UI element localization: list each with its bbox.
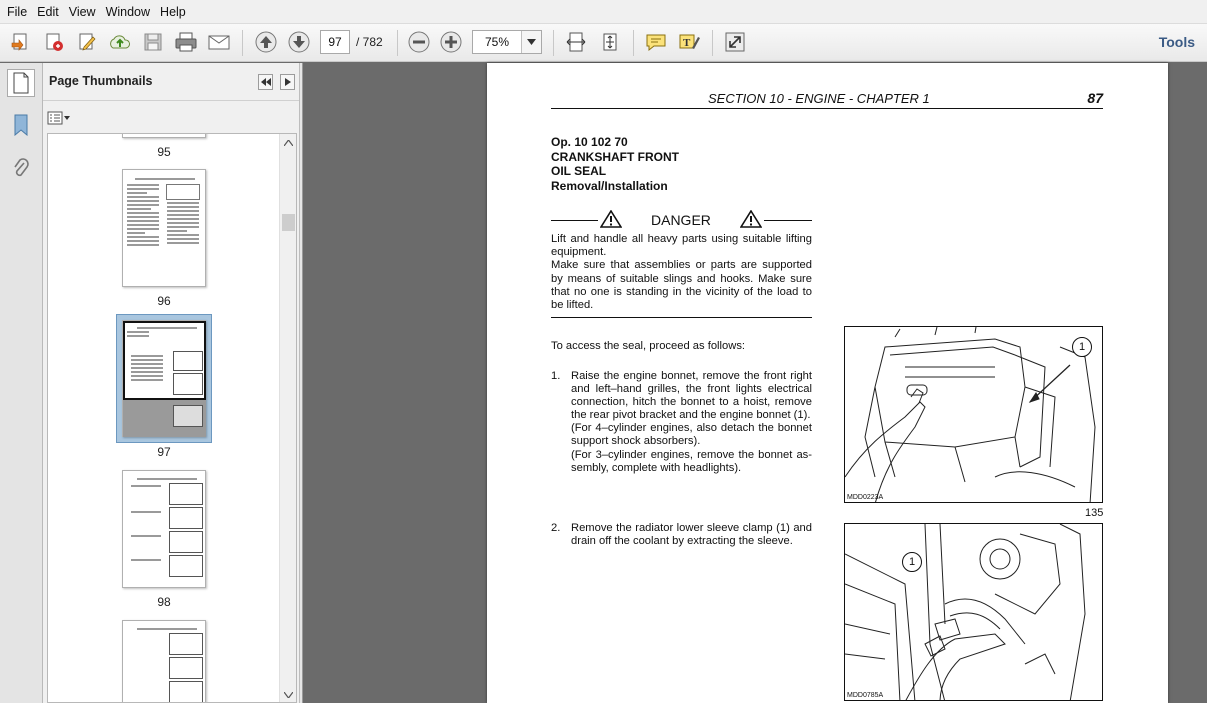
step-2 (551, 522, 812, 548)
page-thumbnails-icon[interactable] (7, 69, 35, 97)
next-page-icon[interactable] (286, 29, 312, 55)
document-page (487, 63, 1168, 703)
figure-code: MDD0223A (847, 494, 884, 501)
menu-file[interactable]: File (7, 4, 28, 19)
save-icon[interactable] (140, 29, 166, 55)
panel-splitter[interactable] (299, 63, 303, 703)
create-pdf-icon[interactable] (41, 29, 67, 55)
page-thumbnails-panel (43, 63, 299, 703)
menu-view[interactable]: View (68, 4, 96, 19)
step-note: (For 4–cylinder engines, also detach the bonnet support shock absorbers). (571, 422, 812, 448)
step-1 (551, 370, 812, 475)
thumbnail-scrollbar[interactable] (279, 134, 296, 702)
zoom-in-icon[interactable] (438, 29, 464, 55)
danger-label: DANGER (651, 212, 711, 228)
figure-callout: 1 (902, 552, 922, 572)
thumbnail-page[interactable] (122, 169, 206, 287)
thumbnail-list (47, 133, 297, 703)
step-number: 1. (551, 370, 561, 382)
thumbnail-label: 97 (157, 445, 171, 459)
upload-cloud-icon[interactable] (107, 29, 133, 55)
thumbnail-label: 98 (157, 595, 171, 609)
op-code: Op. 10 102 70 (551, 135, 628, 149)
op-name-line1: CRANKSHAFT FRONT (551, 149, 679, 164)
panel-title: Page Thumbnails (49, 74, 153, 88)
step-text: Raise the engine bonnet, remove the front right and left–hand grilles, the front lights electrical connection, hitch the bonnet to a hoist, remove the rear pivot bracket and the engine bonnet (1). (571, 370, 812, 422)
toolbar-separator (242, 30, 243, 56)
page-total: / 782 (356, 35, 383, 49)
op-name-line2: OIL SEAL (551, 164, 607, 178)
engine-bonnet-illustration (845, 327, 1103, 503)
radiator-sleeve-illustration (845, 524, 1103, 701)
danger-paragraph: Lift and handle all heavy parts using suitable lifting equipment. (551, 233, 812, 259)
print-icon[interactable] (173, 29, 199, 55)
step-text: Remove the radiator lower sleeve clamp (1) and drain off the coolant by extracting the sleeve. (571, 522, 812, 548)
menu-help[interactable]: Help (160, 4, 186, 19)
danger-paragraph: Make sure that assemblies or parts are supported by means of suitable slings and hooks. Make sure that no one is standing in the vicinity of the load to be lifted. (551, 259, 812, 312)
toolbar-separator (633, 30, 634, 56)
toolbar-separator (397, 30, 398, 56)
open-file-icon[interactable] (8, 29, 34, 55)
edit-pdf-icon[interactable] (74, 29, 100, 55)
danger-banner (551, 210, 812, 228)
thumbnail-page[interactable] (122, 133, 206, 138)
thumbnail-page[interactable] (122, 620, 206, 703)
previous-page-icon[interactable] (253, 29, 279, 55)
menu-edit[interactable]: Edit (37, 4, 59, 19)
access-intro: To access the seal, proceed as follows: (551, 340, 746, 352)
thumbnail-label: 96 (157, 294, 171, 308)
svg-text:T: T (683, 37, 691, 49)
figure-code: MDD0785A (847, 692, 884, 699)
fit-width-icon[interactable] (563, 29, 589, 55)
tools-link[interactable]: Tools (1158, 34, 1195, 50)
chevron-down-icon[interactable] (521, 31, 541, 53)
zoom-out-icon[interactable] (406, 29, 432, 55)
figure-bonnet (844, 326, 1103, 503)
toolbar-separator (712, 30, 713, 56)
menu-window[interactable]: Window (105, 4, 151, 19)
danger-text (551, 233, 812, 312)
fit-page-icon[interactable] (597, 29, 623, 55)
step-number: 2. (551, 522, 561, 534)
navigation-rail (0, 63, 43, 703)
menu-bar (0, 0, 1207, 24)
section-title: SECTION 10 - ENGINE - CHAPTER 1 (708, 91, 930, 106)
page-number-input[interactable]: 97 (320, 30, 350, 54)
comment-icon[interactable] (643, 29, 669, 55)
expand-panel-icon[interactable] (280, 74, 295, 90)
attachments-icon[interactable] (7, 155, 35, 183)
step-note: (For 3–cylinder engines, remove the bonnet as-sembly, complete with headlights). (571, 448, 812, 474)
panel-header (43, 63, 299, 101)
page-number: 87 (1087, 90, 1103, 106)
figure-callout: 1 (1072, 337, 1092, 357)
figure-number: 135 (1085, 507, 1104, 519)
danger-divider (551, 317, 812, 318)
scrollbar-thumb[interactable] (282, 214, 295, 231)
toolbar (0, 24, 1207, 62)
thumbnail-page[interactable] (122, 470, 206, 588)
thumbnail-label: 95 (157, 145, 171, 159)
op-subtitle: Removal/Installation (551, 178, 668, 193)
zoom-level-value: 75% (485, 35, 510, 49)
toolbar-separator (553, 30, 554, 56)
warning-triangle-icon (600, 210, 622, 228)
collapse-panel-icon[interactable] (258, 74, 273, 90)
zoom-level-select[interactable] (472, 30, 542, 54)
scroll-down-icon (284, 692, 293, 698)
full-screen-icon[interactable] (722, 29, 748, 55)
panel-options-icon[interactable] (47, 109, 73, 127)
warning-triangle-icon (740, 210, 762, 228)
bookmarks-icon[interactable] (7, 111, 35, 139)
page-header (551, 90, 1103, 109)
figure-radiator (844, 523, 1103, 701)
highlight-text-icon[interactable] (676, 29, 702, 55)
scroll-up-icon (284, 140, 293, 146)
email-icon[interactable] (206, 29, 232, 55)
thumbnail-page-current[interactable] (122, 320, 206, 437)
operation-title (551, 135, 679, 193)
